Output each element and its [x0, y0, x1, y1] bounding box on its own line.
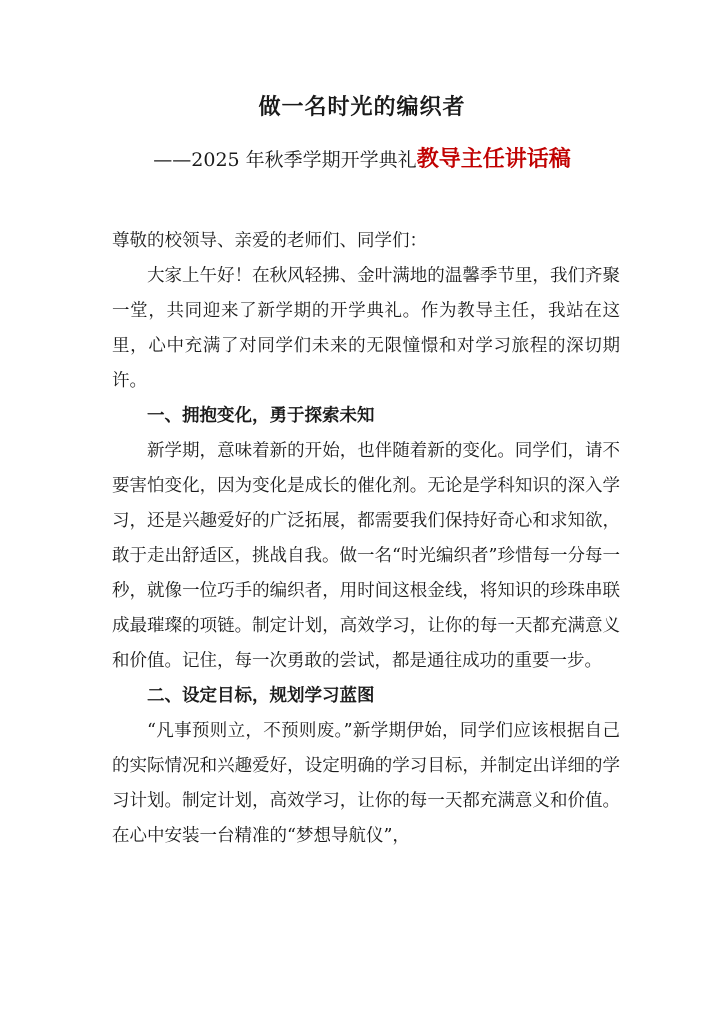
- document-subtitle: [0, 142, 724, 173]
- section-2-heading: 二、设定目标，规划学习蓝图: [147, 686, 375, 706]
- document-title: 做一名时光的编织者: [258, 95, 466, 120]
- subtitle-prefix: ——2025 年秋季学期开学典礼: [153, 149, 417, 171]
- salutation: 尊敬的校领导、亲爱的老师们、同学们：: [112, 231, 427, 251]
- section-1-heading: 一、拥抱变化，勇于探索未知: [147, 406, 375, 426]
- document-body: [112, 224, 620, 854]
- opening-paragraph: 大家上午好！在秋风轻拂、金叶满地的温馨季节里，我们齐聚一堂，共同迎来了新学期的开学典礼。作为教导主任，我站在这里，心中充满了对同学们未来的无限憧憬和对学习旅程的深切期许。: [112, 266, 620, 391]
- section-1-paragraph: 新学期，意味着新的开始，也伴随着新的变化。同学们，请不要害怕变化，因为变化是成长的催化剂。无论是学科知识的深入学习，还是兴趣爱好的广泛拓展，都需要我们保持好奇心和求知欲，敢于走出舒适区，挑战自我。做一名“时光编织者”珍惜每一分每一秒，就像一位巧手的编织者，用时间这根金线，将知识的珍珠串联成最璀璨的项链。制定计划，高效学习，让你的每一天都充满意义和价值。记住，每一次勇敢的尝试，都是通往成功的重要一步。: [112, 441, 620, 671]
- section-2-paragraph: “凡事预则立，不预则废。”新学期伊始，同学们应该根据自己的实际情况和兴趣爱好，设定明确的学习目标，并制定出详细的学习计划。制定计划，高效学习，让你的每一天都充满意义和价值。在心中安装一台精准的“梦想导航仪”，: [112, 721, 620, 846]
- subtitle-accent: 教导主任讲话稿: [416, 147, 571, 172]
